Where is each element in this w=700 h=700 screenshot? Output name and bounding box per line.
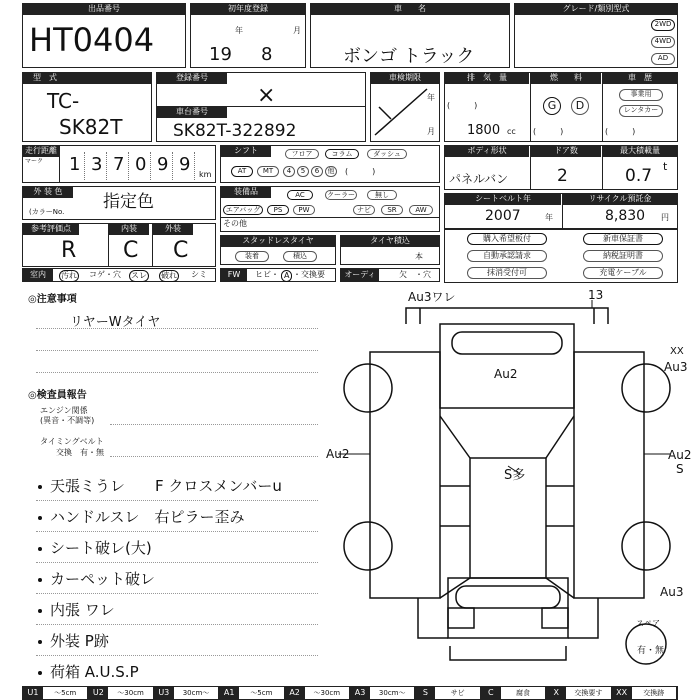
seatbelt-label: シートベルト年 — [445, 194, 561, 205]
drive-ad: AD — [651, 53, 675, 65]
km-unit: km — [199, 170, 212, 179]
spare-value: 有・無 — [637, 646, 665, 656]
color-no-label: (カラーNo. — [29, 208, 65, 216]
registration-box — [156, 72, 366, 142]
shift-box — [220, 145, 440, 183]
legend-code: X — [546, 687, 566, 699]
legend-meaning: 〜30cm — [305, 687, 350, 699]
lot-number: HT0404 — [29, 21, 155, 59]
ref-rating: R — [61, 238, 77, 263]
legend-code: A3 — [350, 687, 370, 699]
chassis-number: SK82T-322892 — [173, 121, 297, 141]
inspection-label: 車検期限 — [371, 73, 439, 84]
interior-scuff: スレ — [131, 271, 147, 280]
trans-6: 6 — [311, 166, 323, 177]
audio-bar — [340, 268, 440, 291]
timing-label: タイミングベルト — [40, 437, 104, 446]
interior-room-label: 室内 — [23, 269, 53, 281]
inspection-year-unit: 年 — [427, 93, 435, 102]
tire-load-unit: 本 — [415, 252, 423, 261]
mileage-digit-cell — [107, 152, 129, 180]
legend-meaning: 30cm〜 — [174, 687, 219, 699]
displacement-value: 1800 — [467, 123, 501, 138]
fw-crack: ヒビ・ — [255, 270, 279, 279]
legend-meaning: 〜5cm — [43, 687, 88, 699]
yen-unit: 円 — [661, 213, 669, 222]
diagram-label-au2-left: Au2 — [326, 447, 350, 461]
model-line2: SK82T — [59, 115, 123, 139]
studless-box — [220, 235, 336, 265]
diagram-label-13: 13 — [588, 288, 604, 302]
note-line: 荷箱 A.U.S.P — [50, 663, 139, 681]
capacity-label: 最大積載量 — [603, 146, 677, 157]
seatbelt-value: 2007 — [485, 208, 521, 224]
caution-text: リヤーWタイヤ — [70, 315, 161, 330]
color-label: 外 装 色 — [23, 187, 73, 198]
drive-2wd: 2WD — [651, 19, 675, 31]
diagram-label-au2-roof: Au2 — [494, 367, 518, 381]
equip-ps: PS — [267, 205, 289, 215]
first-registration-label: 初年度登録 — [191, 4, 305, 15]
fw-replace: ・交換要 — [293, 270, 325, 279]
ref-rating-label: 参考評価点 — [23, 224, 79, 235]
audio-missing: 欠 — [399, 270, 407, 279]
trans-4: 4 — [283, 166, 295, 177]
model-box — [22, 72, 152, 142]
legend-code: A1 — [219, 687, 239, 699]
note-line: 外装 P跡 — [50, 632, 109, 650]
engine-fuel-history-box — [444, 72, 678, 142]
mileage-digit-cell — [129, 152, 151, 180]
legend-meaning: 〜30cm — [108, 687, 153, 699]
trans-at: AT — [231, 166, 253, 177]
doc-auto-approval: 自動承認請求 — [467, 250, 547, 262]
note-bullet — [38, 485, 42, 489]
trans-5: 5 — [297, 166, 309, 177]
diagram-label-xx: XX — [670, 346, 684, 357]
first-registration-box — [190, 3, 306, 68]
drive-4wd: 4WD — [651, 36, 675, 48]
legend-meaning: 腐食 — [501, 687, 546, 699]
shift-label: シフト — [221, 146, 271, 157]
note-line: 天張ミうレ F クロスメンバーu — [50, 477, 282, 495]
legend-code: C — [481, 687, 501, 699]
engine-label: エンジン関係 — [40, 406, 88, 415]
tire-load-box — [340, 235, 440, 265]
month-unit: 月 — [293, 26, 301, 35]
mileage-digit-cell — [173, 152, 195, 180]
color-box — [22, 186, 216, 220]
inspection-slash — [371, 85, 439, 141]
fuel-g: G — [543, 97, 561, 115]
equip-airbag: エアバッグ — [223, 205, 263, 215]
interior-burn: コゲ・穴 — [89, 270, 121, 279]
note-bullet — [38, 640, 42, 644]
mileage-digits — [63, 152, 203, 180]
note-bullet — [38, 671, 42, 675]
doors-value: 2 — [557, 166, 568, 186]
fuel-paren: ( ) — [533, 127, 564, 136]
damage-legend — [22, 686, 678, 700]
engine-sub: (異音・不調等) — [40, 416, 95, 425]
mileage-mark: マーク — [25, 158, 44, 165]
tire-load-label: タイヤ積込 — [341, 236, 439, 247]
model-line1: TC- — [47, 89, 80, 113]
first-registration-year: 19 — [209, 44, 232, 65]
diagram-label-s-many: S多 — [504, 468, 526, 483]
interior-rating: C — [123, 238, 139, 263]
doc-new-car-warranty: 新車保証書 — [583, 233, 663, 245]
capacity-value: 0.7 — [625, 166, 653, 186]
doc-tax-certificate: 納税証明書 — [583, 250, 663, 262]
history-business: 事業用 — [619, 89, 663, 101]
diagram-label-au2-right: Au2 — [668, 448, 692, 462]
legend-meaning: 交換跡 — [632, 687, 677, 699]
recycle-value: 8,830 — [605, 208, 646, 224]
doc-charging-cable: 充電ケーブル — [583, 267, 663, 279]
body-label: ボディ形状 — [445, 146, 529, 157]
interior-condition-bar — [22, 268, 216, 282]
timing-sub: 交換 有・無 — [56, 448, 104, 457]
rating-box — [22, 223, 216, 267]
history-paren: ( ) — [605, 127, 636, 136]
color-value: 指定色 — [103, 192, 154, 212]
fw-a: A — [281, 270, 292, 282]
grade-box — [514, 3, 678, 68]
model-label: 型 式 — [23, 73, 151, 84]
fuel-label: 燃 料 — [531, 73, 601, 84]
studless-label: スタッドレスタイヤ — [221, 236, 335, 247]
inspection-box — [370, 72, 440, 142]
note-line: カーペット破レ — [50, 570, 156, 588]
legend-code: U1 — [23, 687, 43, 699]
interior-dirty: 汚れ — [61, 271, 77, 280]
note-line: シート破レ(大) — [50, 539, 152, 557]
grade-label: グレード/類別型式 — [515, 4, 677, 15]
cc-unit: cc — [507, 127, 516, 136]
seatbelt-year-unit: 年 — [545, 213, 553, 222]
mileage-box — [22, 145, 216, 183]
note-bullet — [38, 516, 42, 520]
trans-mt: MT — [257, 166, 279, 177]
doc-purchase-board: 購入希望板付 — [467, 233, 547, 245]
legend-code: A2 — [285, 687, 305, 699]
shift-paren: ( ) — [345, 167, 376, 176]
capacity-unit: t — [663, 160, 668, 173]
equip-ac: AC — [287, 190, 313, 200]
diagram-label-au3-right: Au3 — [664, 360, 688, 374]
equipment-box — [220, 186, 440, 232]
displacement-paren: ( ) — [447, 101, 478, 110]
reg-number-label: 登録番号 — [157, 73, 227, 84]
fw-bar — [220, 268, 336, 282]
mileage-digit: 9 — [179, 154, 191, 175]
mileage-digit-cell — [63, 152, 85, 180]
note-bullet — [38, 547, 42, 551]
history-rental: レンタカー — [619, 105, 663, 117]
lot-number-label: 出品番号 — [23, 4, 185, 15]
studless-mounted: 装着 — [235, 251, 269, 262]
note-bullet — [38, 609, 42, 613]
legend-code: S — [415, 687, 435, 699]
note-line: ハンドルスレ 右ピラー歪み — [50, 508, 245, 526]
fuel-d: D — [571, 97, 589, 115]
spare-label: スペア — [636, 619, 660, 628]
legend-meaning: 交換要す — [566, 687, 611, 699]
interior-rating-label: 内装 — [109, 224, 149, 235]
note-line: 内張 ワレ — [50, 601, 115, 619]
note-bullet — [38, 578, 42, 582]
equip-sr: SR — [381, 205, 403, 215]
first-registration-month: 8 — [261, 44, 273, 65]
caution-title: ◎注意事項 — [28, 294, 77, 305]
mileage-digit: 9 — [157, 154, 169, 175]
mileage-digit: 0 — [135, 154, 147, 175]
exterior-rating: C — [173, 238, 189, 263]
vehicle-name-box — [310, 3, 510, 68]
equip-pw: PW — [293, 205, 315, 215]
doors-label: ドア数 — [531, 146, 601, 157]
lot-number-box — [22, 3, 186, 68]
fw-label: FW — [221, 269, 247, 281]
interior-torn: 破れ — [161, 271, 177, 280]
legend-code: XX — [612, 687, 632, 699]
legend-meaning: 〜5cm — [239, 687, 284, 699]
history-label: 車 歴 — [603, 73, 677, 84]
chassis-label: 車台番号 — [157, 107, 227, 118]
trans-other: 他 — [325, 166, 337, 177]
mileage-digit: 7 — [113, 154, 125, 175]
body-value: パネルバン — [449, 172, 509, 186]
shift-column: コラム — [325, 149, 359, 159]
diagram-label-au3-rear: Au3 — [660, 585, 684, 599]
inspector-title: ◎検査員報告 — [28, 390, 87, 401]
equipment-label: 装備品 — [221, 187, 271, 198]
body-box — [444, 145, 678, 190]
vehicle-name-label: 車 名 — [311, 4, 509, 15]
audio-hole: ・穴 — [415, 270, 431, 279]
reg-number: × — [257, 83, 276, 108]
displacement-label: 排 気 量 — [445, 73, 529, 84]
legend-meaning: 30cm〜 — [370, 687, 415, 699]
equip-navi: ナビ — [353, 205, 375, 215]
equip-aw: AW — [409, 205, 433, 215]
mileage-digit-cell — [151, 152, 173, 180]
equip-cooler: クーラー — [327, 191, 355, 199]
diagram-label-s-right: S — [676, 462, 684, 476]
interior-stain: シミ — [191, 270, 207, 279]
shift-floor: フロア — [285, 149, 319, 159]
recycle-label: リサイクル預託金 — [563, 194, 677, 205]
seatbelt-recycle-box — [444, 193, 678, 229]
studless-loaded: 積込 — [283, 251, 317, 262]
legend-code: U3 — [154, 687, 174, 699]
mileage-digit: 1 — [69, 154, 81, 175]
exterior-rating-label: 外装 — [153, 224, 193, 235]
mileage-label: 走行距離 — [25, 146, 57, 155]
equip-none: 無し — [367, 190, 397, 200]
year-unit: 年 — [235, 26, 243, 35]
doc-cancellation: 抹消受付可 — [467, 267, 547, 279]
vehicle-name: ボンゴ トラック — [343, 46, 475, 67]
equip-other: その他 — [223, 219, 247, 228]
diagram-label-au3-crack: Au3ワレ — [408, 290, 456, 304]
documents-box — [444, 229, 678, 283]
legend-code: U2 — [88, 687, 108, 699]
legend-meaning: サビ — [435, 687, 480, 699]
mileage-digit: 3 — [91, 154, 103, 175]
inspection-month-unit: 月 — [427, 127, 435, 136]
shift-dash: ダッシュ — [367, 149, 407, 159]
audio-label: オーディオ — [341, 269, 379, 281]
mileage-digit-cell — [85, 152, 107, 180]
